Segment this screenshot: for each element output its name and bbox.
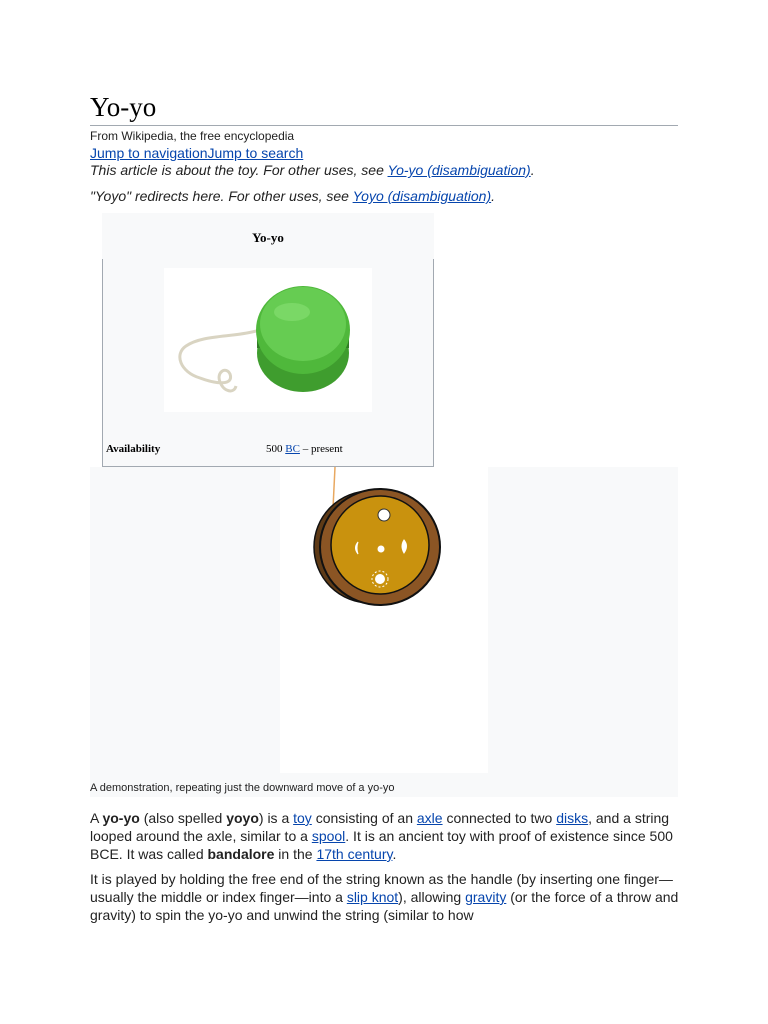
yoyo-face-sun xyxy=(375,574,385,584)
axle-link[interactable]: axle xyxy=(416,810,443,826)
hatnote-redirect xyxy=(90,188,495,204)
yoyo-face-dot-top xyxy=(378,509,390,521)
availability-value xyxy=(266,443,343,455)
bold-term-bandalore: bandalore xyxy=(207,846,275,862)
hatnote-toy xyxy=(90,162,535,178)
bc-link[interactable]: BC xyxy=(285,443,300,455)
green-yoyo-image xyxy=(164,268,372,412)
infobox xyxy=(102,213,434,467)
hatnote-text: "Yoyo" redirects here. For other uses, see xyxy=(90,188,353,204)
text-run: . xyxy=(392,846,397,862)
infobox-title: Yo-yo xyxy=(252,230,284,245)
text-run: A xyxy=(90,810,103,826)
text-run: , and a string looped around the axle, similar to a xyxy=(90,810,670,844)
availability-suffix: – present xyxy=(299,443,343,455)
infobox-title-cell xyxy=(102,213,434,259)
hatnote-suffix: . xyxy=(491,188,496,204)
availability-prefix: 500 xyxy=(266,443,286,455)
hatnote-suffix: . xyxy=(530,162,535,178)
text-run: It is played by holding the free end of the string known as the handle (by inserting one finger—usually the middle or index finger—into a xyxy=(90,871,673,905)
yoyo-disambiguation-link[interactable]: Yoyo (disambiguation) xyxy=(352,188,492,204)
hatnote-text: This article is about the toy. For other uses, see xyxy=(90,162,388,178)
text-run: (also spelled xyxy=(139,810,227,826)
17th-century-link[interactable]: 17th century xyxy=(316,846,393,862)
spool-link[interactable]: spool xyxy=(311,828,346,844)
yo-yo-disambiguation-link[interactable]: Yo-yo (disambiguation) xyxy=(387,162,531,178)
yoyo-string xyxy=(180,330,260,391)
text-run: (or the force of a throw and gravity) to spin the yo-yo and unwind the string (similar to how xyxy=(90,889,679,923)
demo-animation-frame[interactable] xyxy=(280,467,488,773)
text-run: in the xyxy=(274,846,317,862)
yoyo-face-center xyxy=(378,546,385,553)
infobox-image[interactable] xyxy=(164,268,372,412)
title-divider xyxy=(90,125,678,126)
jump-to-navigation-link[interactable]: Jump to navigation xyxy=(90,145,208,161)
yoyo-highlight xyxy=(274,303,310,321)
text-run: ), allowing xyxy=(398,889,466,905)
jump-links xyxy=(90,145,303,161)
text-run: connected to two xyxy=(442,810,557,826)
figure-caption: A demonstration, repeating just the downward move of a yo-yo xyxy=(90,782,395,794)
toy-link[interactable]: toy xyxy=(293,810,312,826)
gameplay-paragraph xyxy=(90,870,680,924)
text-run: . It is an ancient toy with proof of existence since 500 BCE. It was called xyxy=(90,828,673,862)
yoyo-front-face xyxy=(260,287,346,361)
slip-knot-link[interactable]: slip knot xyxy=(346,889,399,905)
jump-to-search-link[interactable]: Jump to search xyxy=(207,145,304,161)
demo-figure xyxy=(90,467,678,797)
bold-term-yoyo: yoyo xyxy=(226,810,259,826)
text-run: ) is a xyxy=(258,810,294,826)
gravity-link[interactable]: gravity xyxy=(465,889,507,905)
bold-term-yo-yo: yo-yo xyxy=(102,810,140,826)
page-title: Yo-yo xyxy=(90,92,157,122)
text-run: consisting of an xyxy=(311,810,417,826)
disks-link[interactable]: disks xyxy=(556,810,589,826)
availability-label: Availability xyxy=(106,443,161,455)
site-tagline: From Wikipedia, the free encyclopedia xyxy=(90,129,295,143)
intro-paragraph xyxy=(90,809,680,863)
wooden-yoyo-animation xyxy=(280,467,488,773)
